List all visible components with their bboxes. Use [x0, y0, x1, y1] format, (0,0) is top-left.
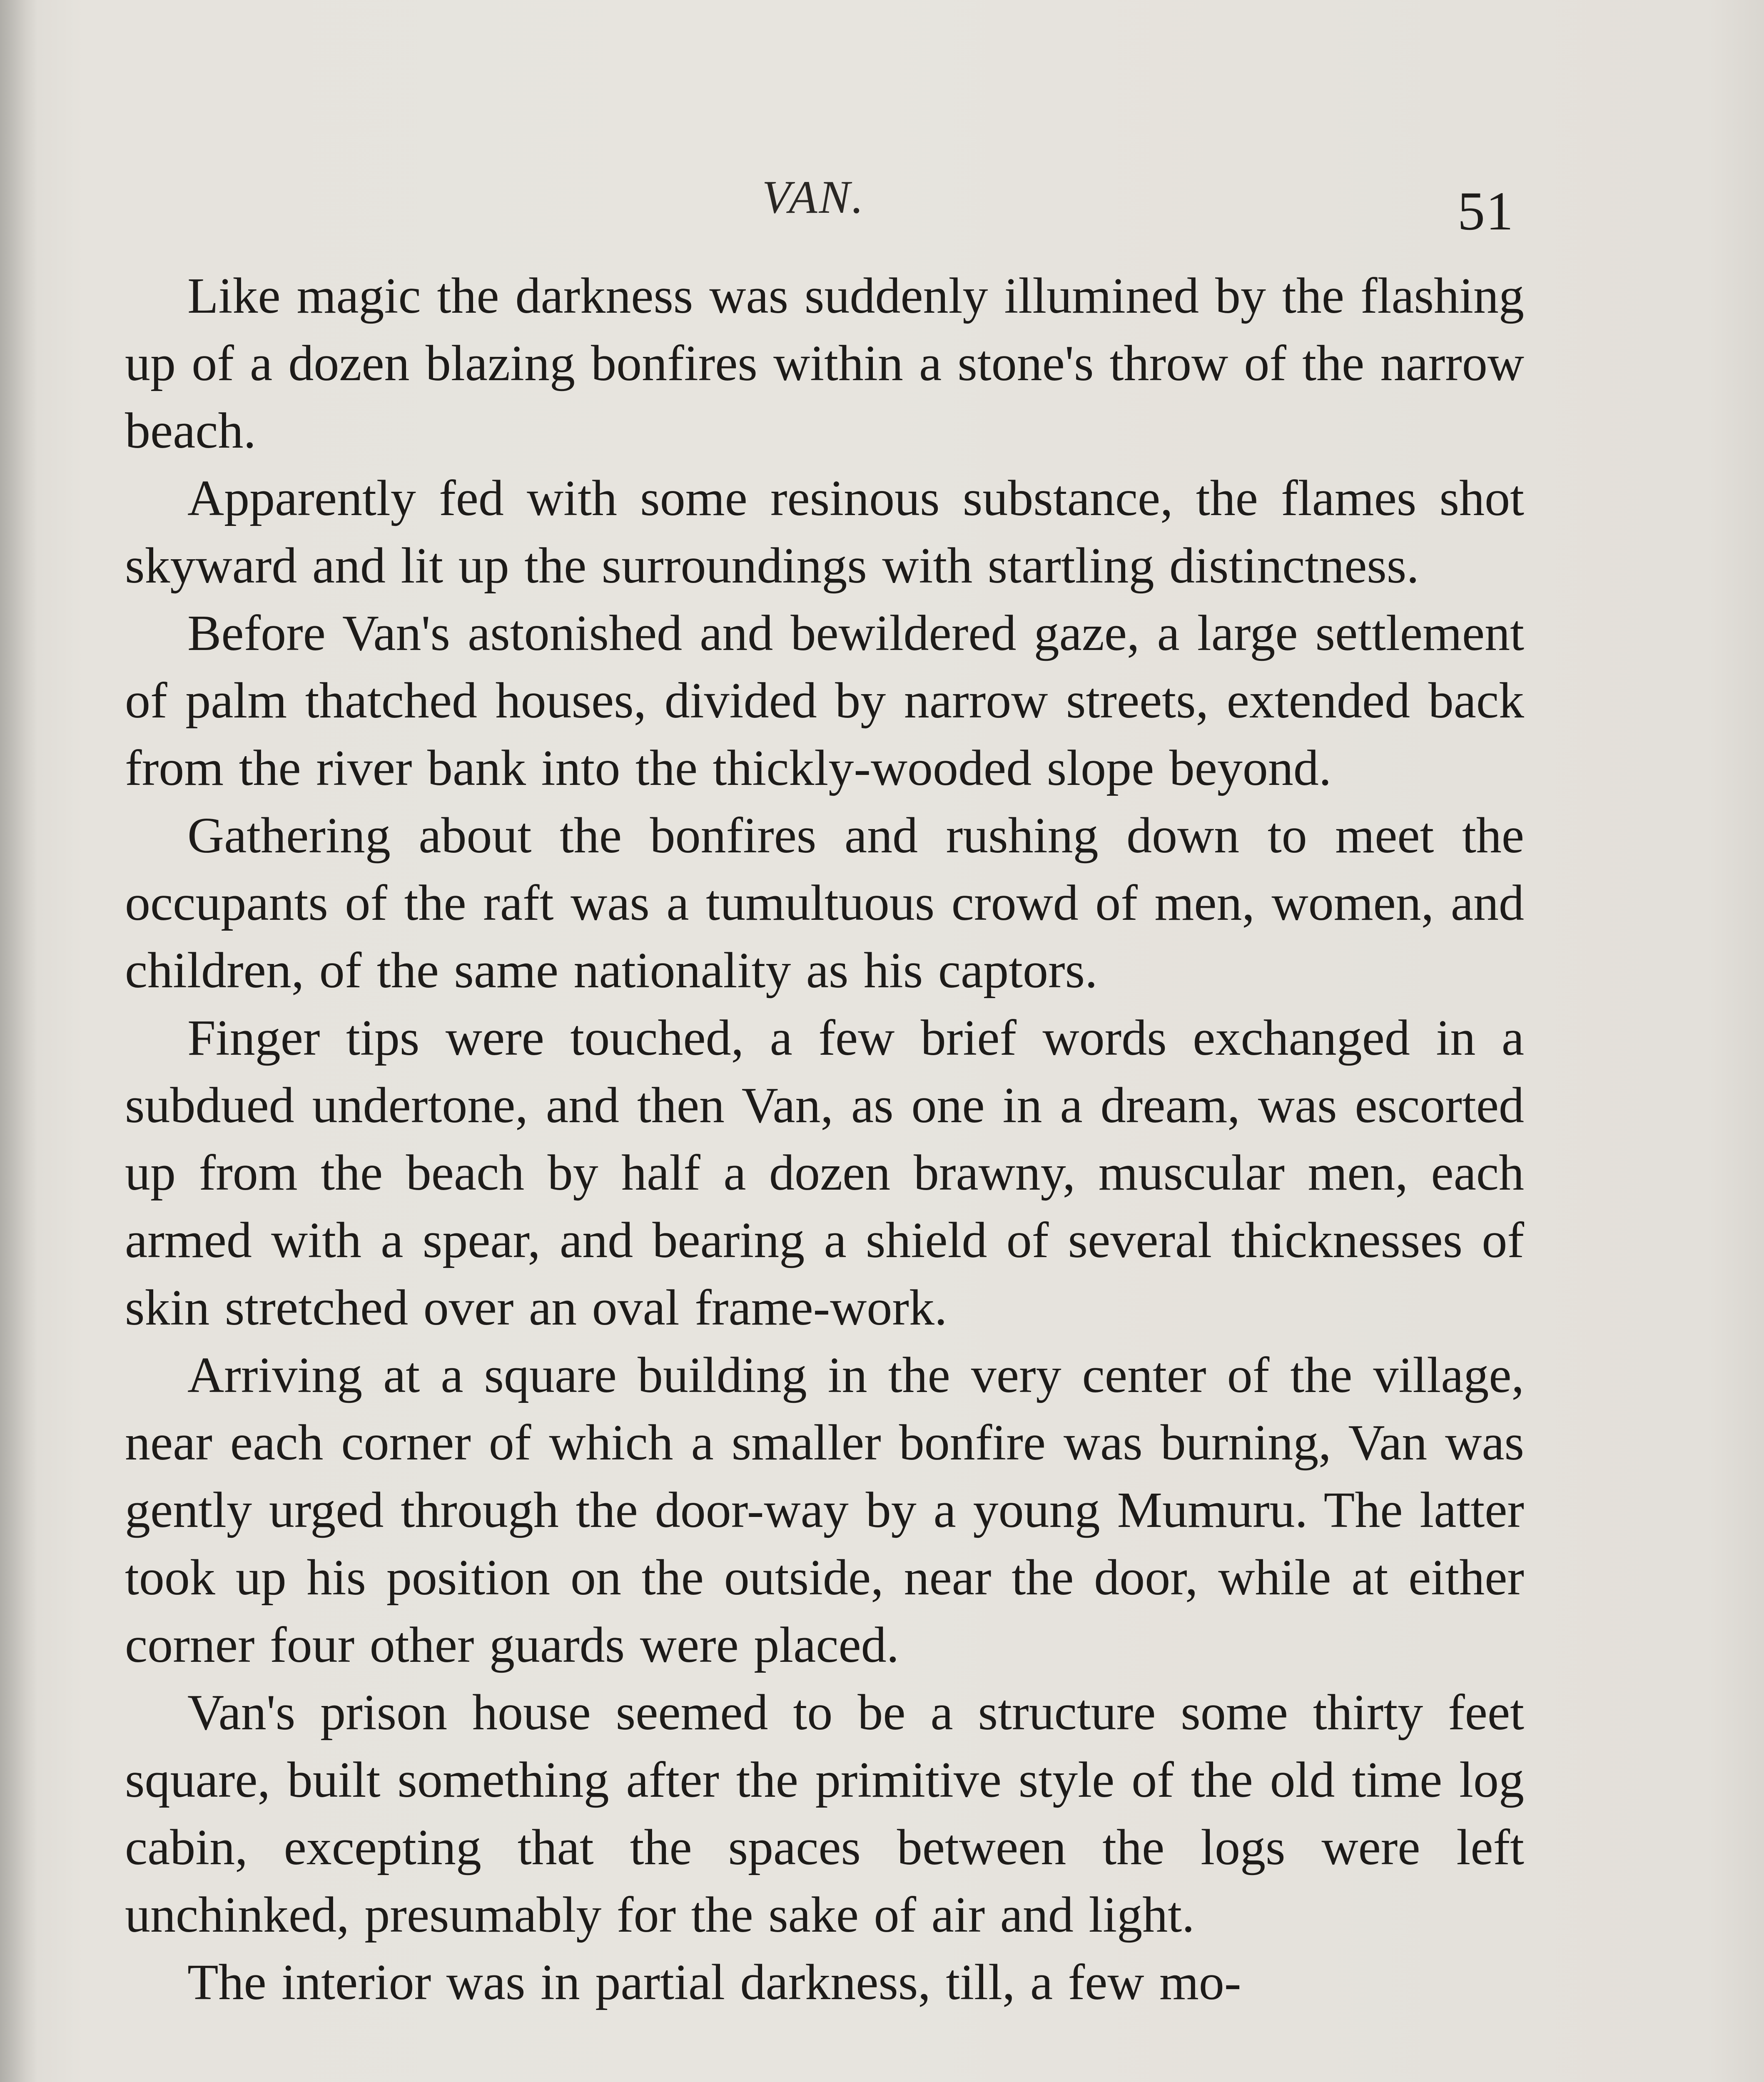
paragraph: Apparently fed with some resinous substance, the flames shot skyward and lit up the surroundings with startling distinctness.: [125, 470, 1524, 594]
paragraph: Finger tips were touched, a few brief words exchanged in a subdued undertone, and then Van, as one in a dream, was escorted up from the beach by half a dozen brawny, muscular men, each armed with a spear, and bearing a shield of several thicknesses of skin stretched over an oval frame-work.: [125, 1010, 1524, 1336]
body-text: [125, 262, 1524, 2016]
paragraph: Like magic the darkness was suddenly illumined by the flashing up of a dozen blazing bonfires within a stone's throw of the narrow beach.: [125, 268, 1524, 459]
paragraph: Van's prison house seemed to be a structure some thirty feet square, built something after the primitive style of the old time log cabin, excepting that the spaces between the logs were left unchinked, presumably for the sake of air and light.: [125, 1684, 1524, 1943]
running-head: VAN.: [762, 172, 865, 223]
paragraph: Arriving at a square building in the very center of the village, near each corner of which a smaller bonfire was burning, Van was gently urged through the door-way by a young Mumuru. The latter took up his position on the outside, near the door, while at either corner four other guards were placed.: [125, 1347, 1524, 1673]
paragraph: Gathering about the bonfires and rushing down to meet the occupants of the raft was a tumultuous crowd of men, women, and children, of the same nationality as his captors.: [125, 807, 1524, 999]
page-number: 51: [1458, 180, 1514, 242]
spine-shadow: [0, 0, 37, 2082]
paragraph: Before Van's astonished and bewildered gaze, a large settlement of palm thatched houses, divided by narrow streets, extended back from the river bank into the thickly-wooded slope beyond.: [125, 605, 1524, 796]
paragraph-continued: The interior was in partial darkness, till, a few mo-: [187, 1954, 1241, 2010]
